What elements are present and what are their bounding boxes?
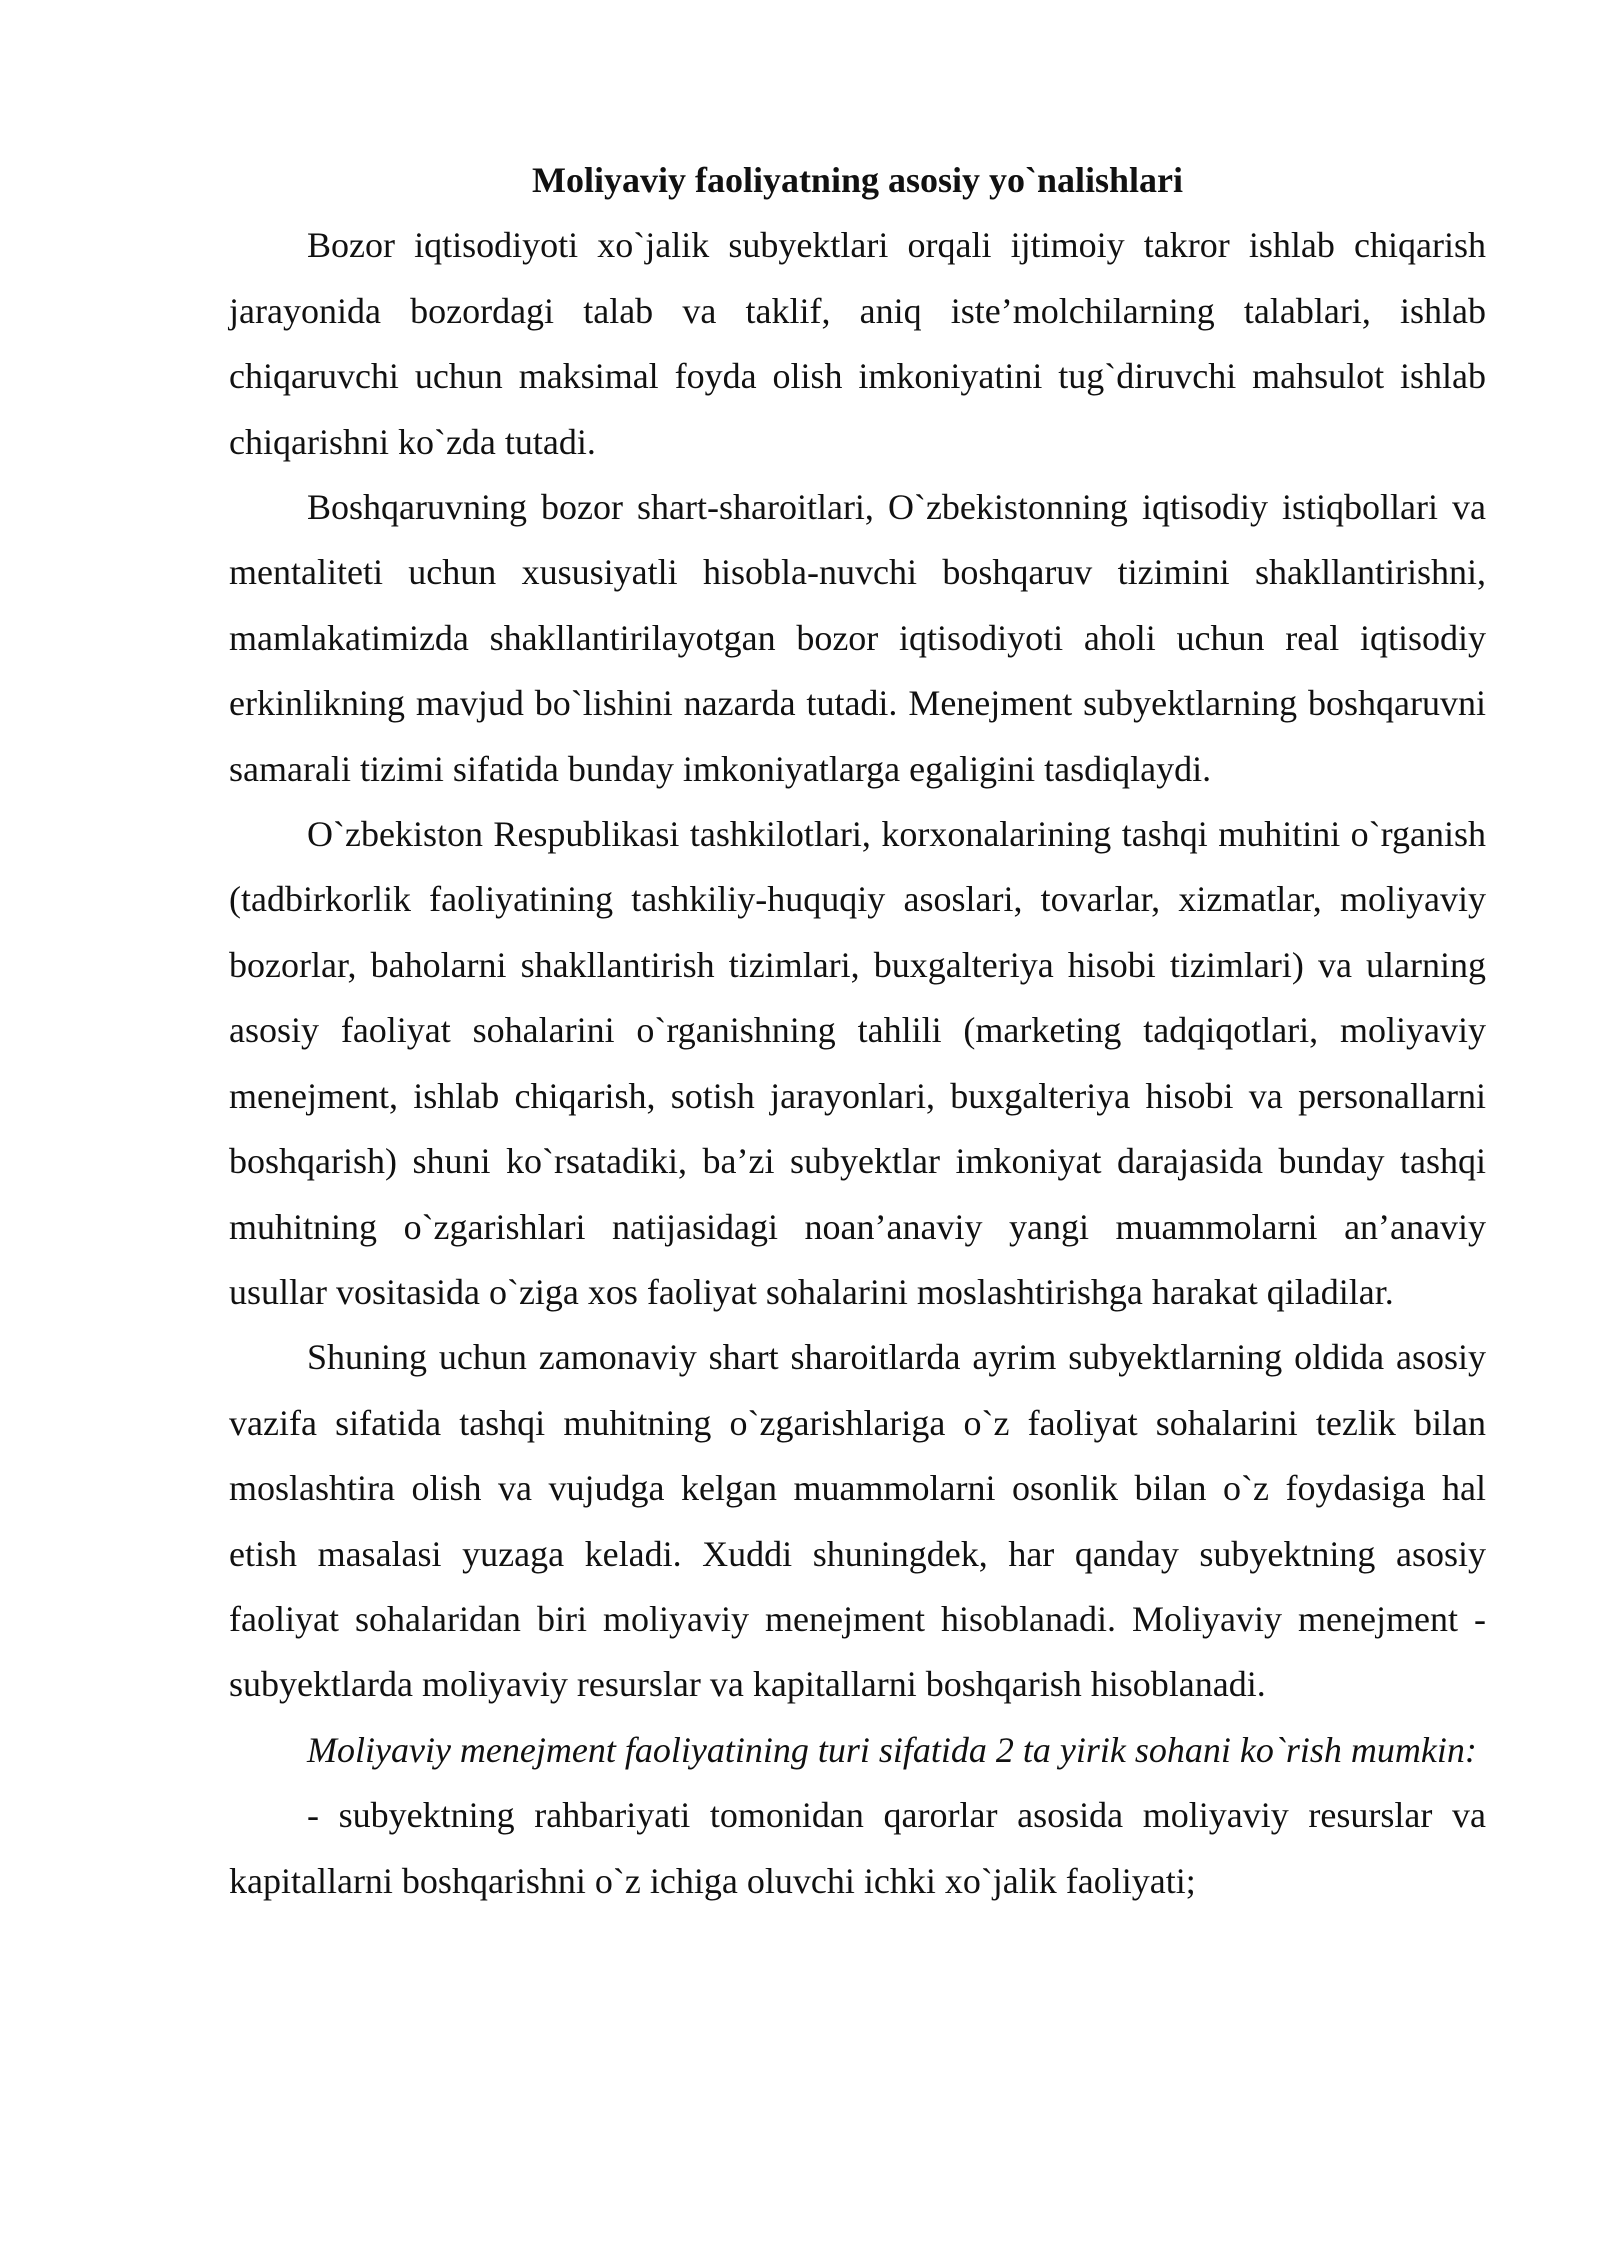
paragraph-3: O`zbekiston Respublikasi tashkilotlari, korxonalarining tashqi muhitini o`rganish (tadbirkorlik faoliyatining tashkiliy-huquqiy asoslari, tovarlar, xizmatlar, moliyaviy bozorlar, baholarni shakllantirish tizimlari, buxgalteriya hisobi tizimlari) va ularning asosiy faoliyat sohalarini o`rganishning tahlili (marketing tadqiqotlari, moliyaviy menejment, ishlab chiqarish, sotish jarayonlari, buxgalteriya hisobi va personallarni boshqarish) shuni ko`rsatadiki, ba’zi subyektlar imkoniyat darajasida bunday tashqi muhitning o`zgarishlari natijasidagi noan’anaviy yangi muammolarni an’anaviy usullar vositasida o`ziga xos faoliyat sohalarini moslashtirishga harakat qiladilar. <box>229 814 1486 1312</box>
document-title: Moliyaviy faoliyatning asosiy yo`nalishlari <box>531 160 1184 200</box>
list-item-1: - subyektning rahbariyati tomonidan qarorlar asosida moliyaviy resurslar va kapitallarni boshqarishni o`z ichiga oluvchi ichki xo`jalik faoliyati; <box>229 1795 1486 1901</box>
paragraph-4: Shuning uchun zamonaviy shart sharoitlarda ayrim subyektlarning oldida asosiy vazifa sifatida tashqi muhitning o`zgarishlariga o`z faoliyat sohalarini tezlik bilan moslashtira olish va vujudga kelgan muammolarni osonlik bilan o`z foydasiga hal etish masalasi yuzaga keladi. Xuddi shuningdek, har qanday subyektning asosiy faoliyat sohalaridan biri moliyaviy menejment hisoblanadi. Moliyaviy menejment - subyektlarda moliyaviy resurslar va kapitallarni boshqarish hisoblanadi. <box>229 1337 1486 1705</box>
document-page <box>229 148 1486 1914</box>
paragraph-2: Boshqaruvning bozor shart-sharoitlari, O`zbekistonning iqtisodiy istiqbollari va mentaliteti uchun xususiyatli hisobla-nuvchi boshqaruv tizimini shakllantirishni, mamlakatimizda shakllantirilayotgan bozor iqtisodiyoti aholi uchun real iqtisodiy erkinlikning mavjud bo`lishini nazarda tutadi. Menejment subyektlarning boshqaruvni samarali tizimi sifatida bunday imkoniyatlarga egaligini tasdiqlaydi. <box>229 487 1486 789</box>
paragraph-5-italic: Moliyaviy menejment faoliyatining turi sifatida 2 ta yirik sohani ko`rish mumkin: <box>307 1729 1477 1770</box>
paragraph-1: Bozor iqtisodiyoti xo`jalik subyektlari orqali ijtimoiy takror ishlab chiqarish jarayonida bozordagi talab va taklif, aniq iste’molchilarning talablari, ishlab chiqaruvchi uchun maksimal foyda olish imkoniyatini tug`diruvchi mahsulot ishlab chiqarishni ko`zda tutadi. <box>229 225 1486 462</box>
